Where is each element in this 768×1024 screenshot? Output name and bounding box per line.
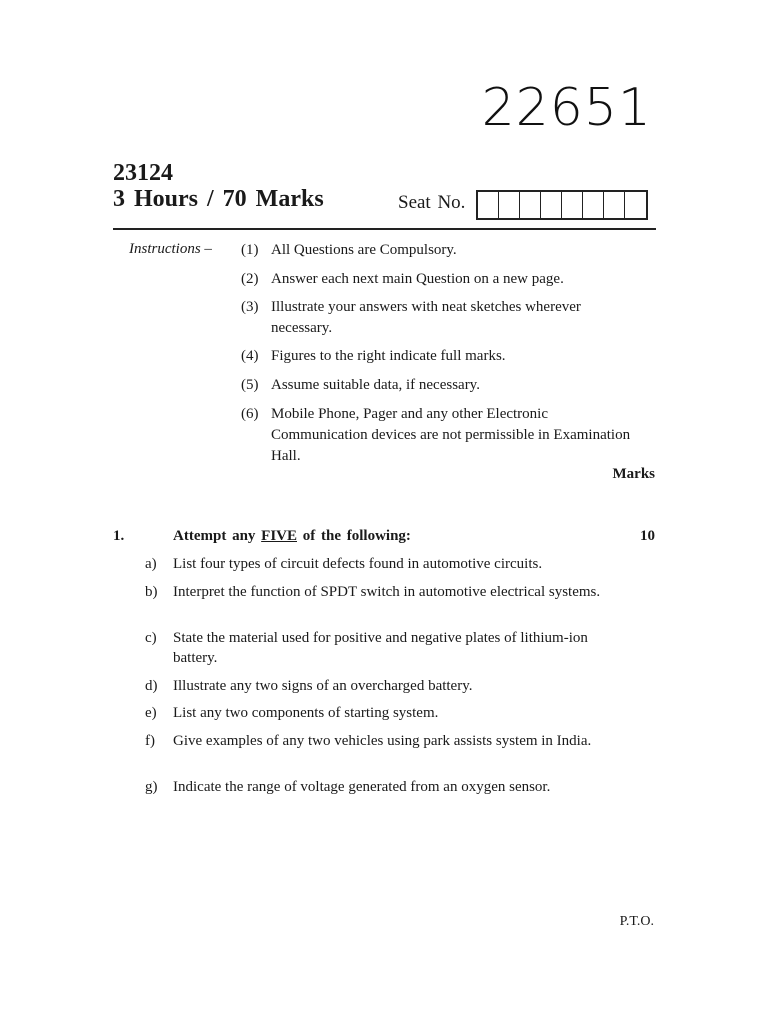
sub-question-label: d) — [145, 678, 158, 694]
sub-question-text: List four types of circuit defects found in automotive circuits. — [173, 556, 543, 572]
sub-question-text: State the material used for positive and negative plates of lithium-ion battery. — [173, 630, 588, 666]
marks-heading: Marks — [612, 466, 655, 482]
instruction-text: Mobile Phone, Pager and any other Electronic Communication devices are not permissible in Examination Hall. — [271, 406, 631, 464]
seat-box[interactable] — [520, 192, 541, 218]
paper-code: 22651 — [481, 78, 652, 138]
instruction-text: Answer each next main Question on a new page. — [271, 271, 564, 287]
question-marks: 10 — [640, 528, 655, 544]
instruction-number: (4) — [241, 348, 259, 364]
subject-code: 23124 — [113, 160, 173, 186]
question-suffix: of the following: — [302, 528, 411, 544]
instruction-number: (1) — [241, 242, 259, 258]
instruction-number: (3) — [241, 299, 259, 315]
seat-box[interactable] — [541, 192, 562, 218]
seat-box[interactable] — [499, 192, 520, 218]
sub-question-text: List any two components of starting system. — [173, 705, 439, 721]
seat-box[interactable] — [604, 192, 625, 218]
sub-question-text: Interpret the function of SPDT switch in automotive electrical systems. — [173, 584, 601, 600]
sub-question-label: c) — [145, 630, 157, 646]
instruction-number: (6) — [241, 406, 259, 422]
seat-number-boxes[interactable] — [476, 190, 648, 220]
sub-question-label: a) — [145, 556, 157, 572]
sub-question-text: Indicate the range of voltage generated from an oxygen sensor. — [173, 779, 551, 795]
instruction-number: (2) — [241, 271, 259, 287]
seat-box[interactable] — [562, 192, 583, 218]
instruction-text: All Questions are Compulsory. — [271, 242, 457, 258]
sub-question-label: e) — [145, 705, 157, 721]
sub-question-text: Illustrate any two signs of an overcharged battery. — [173, 678, 473, 694]
instructions-label: Instructions – — [129, 241, 212, 257]
sub-question-label: g) — [145, 779, 158, 795]
sub-question-text: Give examples of any two vehicles using park assists system in India. — [173, 733, 592, 749]
header-rule — [113, 228, 656, 230]
instruction-text: Assume suitable data, if necessary. — [271, 377, 480, 393]
seat-box[interactable] — [478, 192, 499, 218]
sub-question-label: f) — [145, 733, 155, 749]
instruction-text: Illustrate your answers with neat sketches wherever necessary. — [271, 299, 581, 336]
pto-footer: P.T.O. — [619, 914, 654, 929]
question-emphasis: FIVE — [261, 528, 297, 544]
duration-marks: 3 Hours / 70 Marks — [113, 186, 324, 212]
seat-box[interactable] — [583, 192, 604, 218]
question-heading — [173, 528, 411, 545]
instruction-text: Figures to the right indicate full marks. — [271, 348, 506, 364]
seat-box[interactable] — [625, 192, 646, 218]
sub-question-label: b) — [145, 584, 158, 600]
question-number: 1. — [113, 528, 125, 544]
question-prefix: Attempt any — [173, 528, 256, 544]
seat-label: Seat No. — [398, 192, 466, 213]
instruction-number: (5) — [241, 377, 259, 393]
